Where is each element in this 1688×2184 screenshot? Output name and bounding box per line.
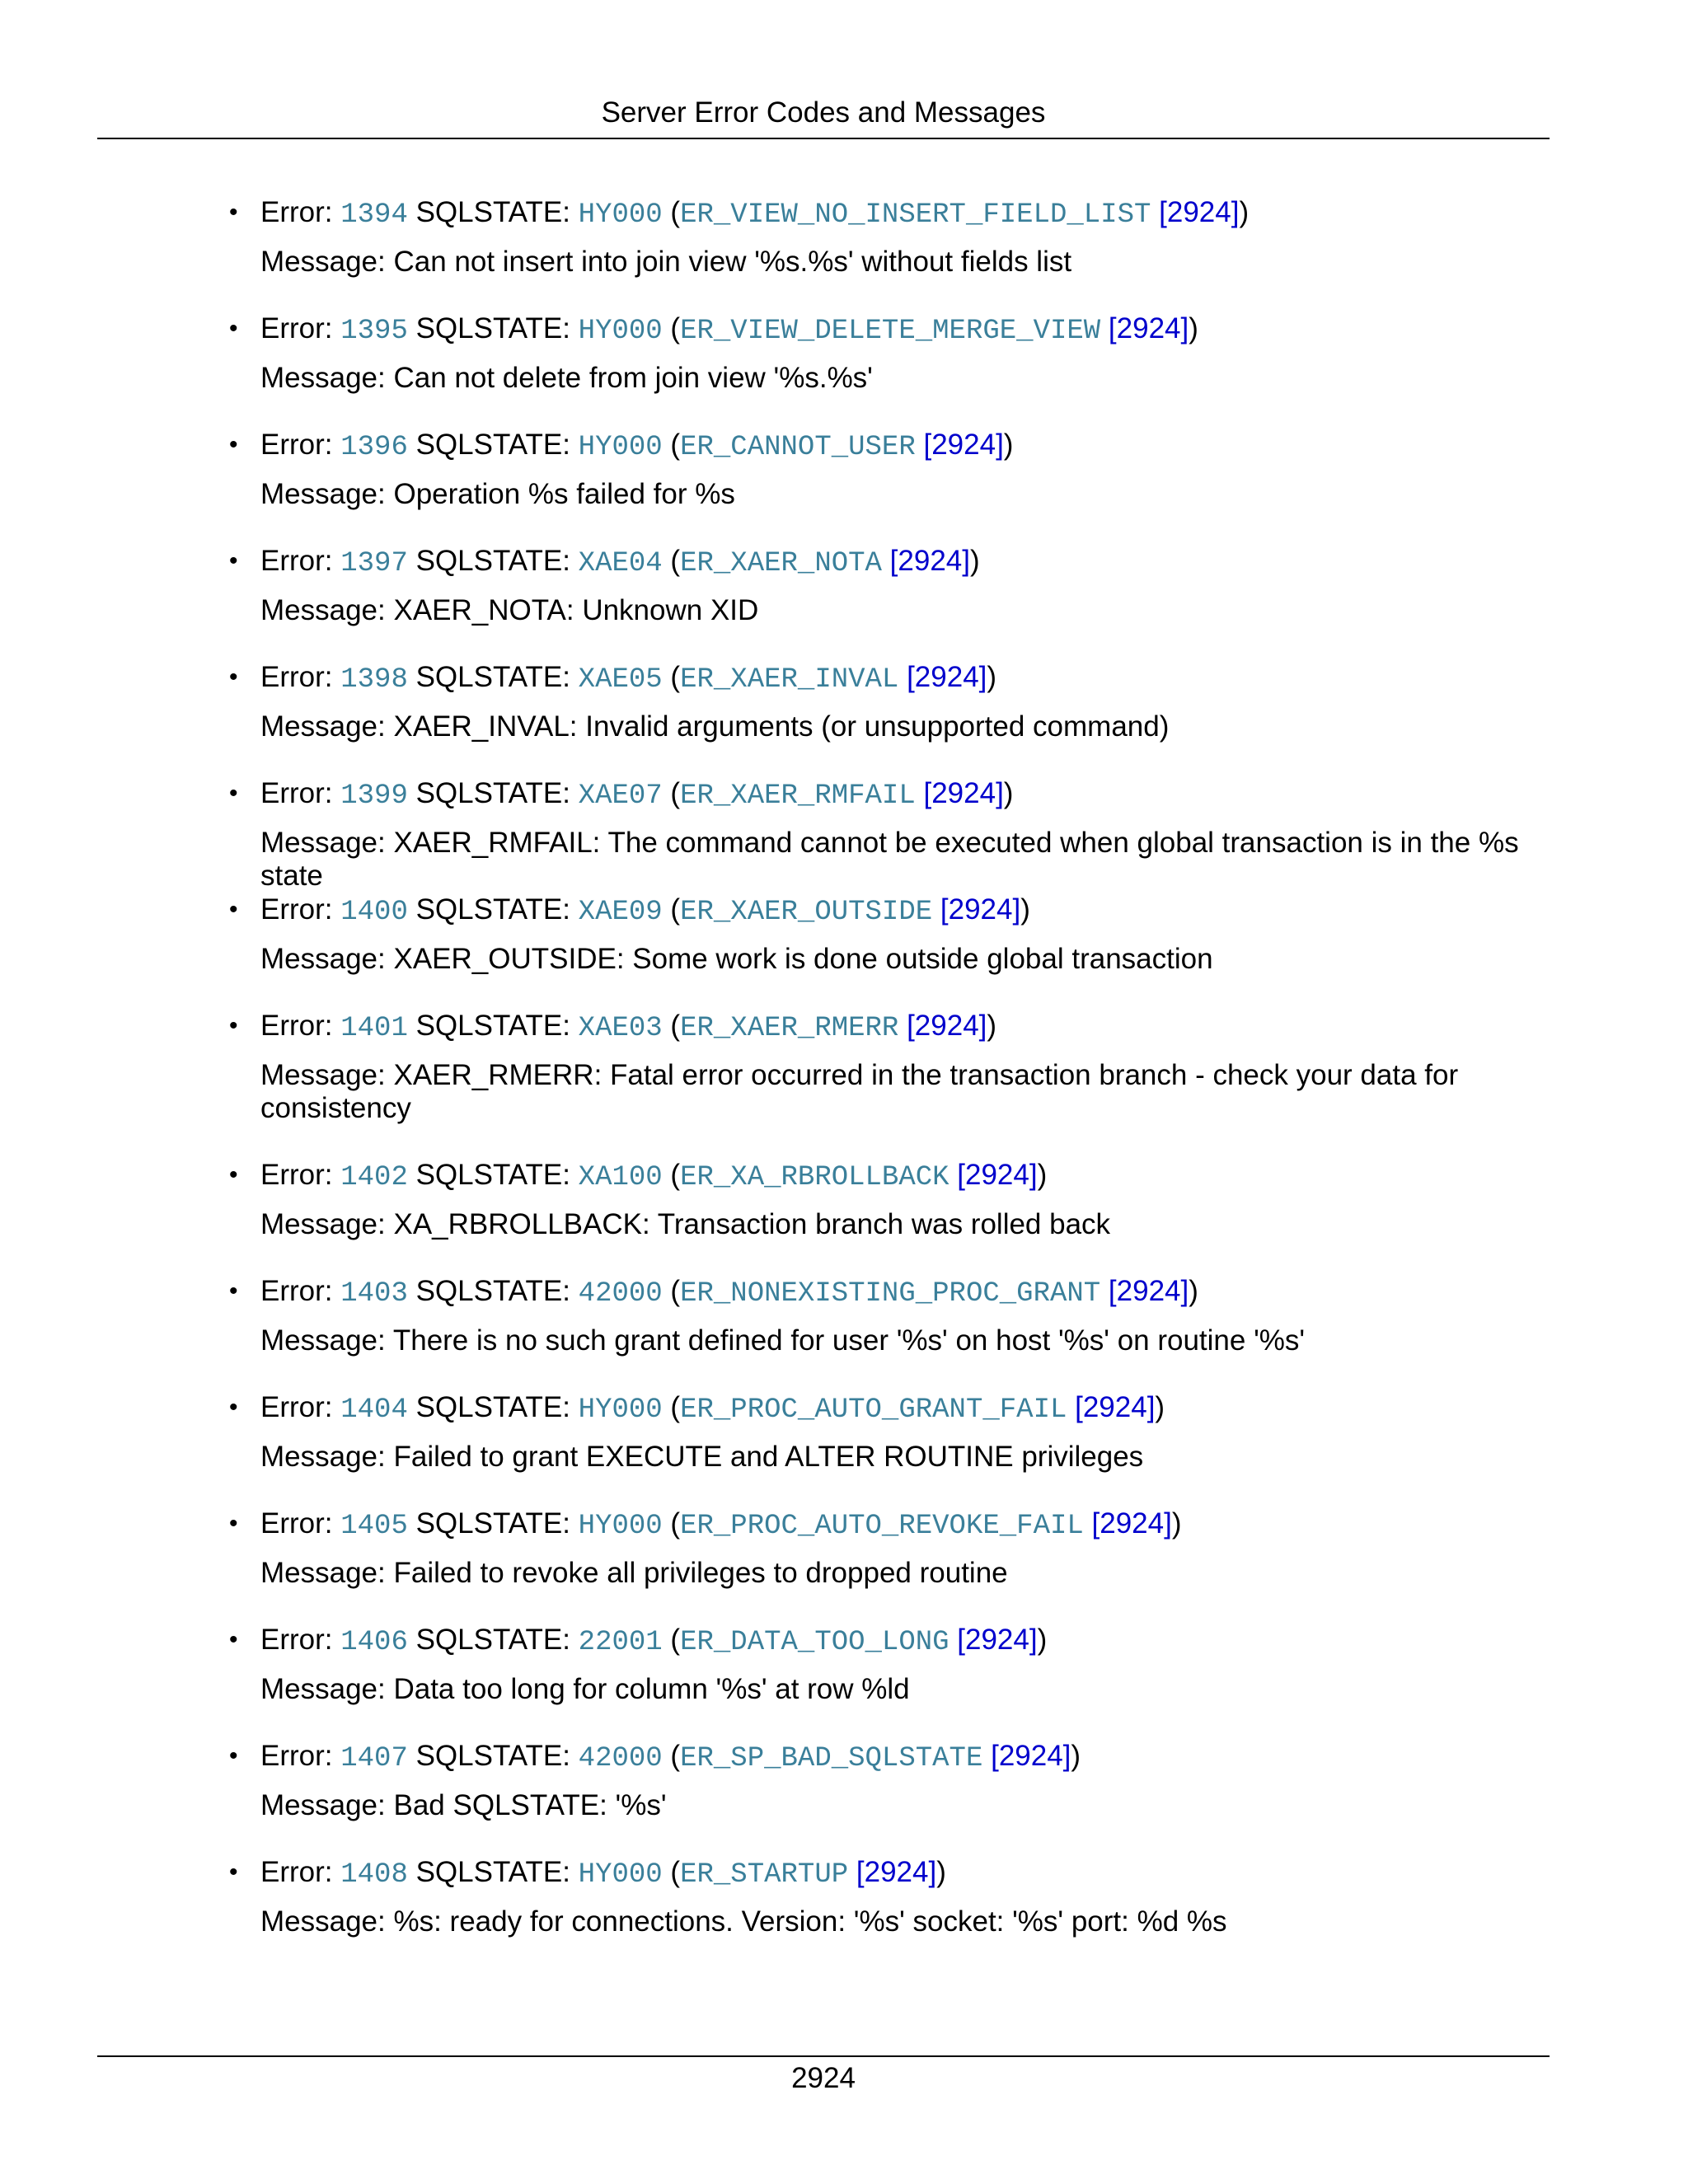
sqlstate-label: SQLSTATE: — [407, 1010, 579, 1042]
close-paren: ) — [936, 1856, 946, 1888]
sqlstate-value: HY000 — [578, 432, 663, 463]
message-text: XAER_OUTSIDE: Some work is done outside global transaction — [393, 943, 1213, 975]
page-reference-link[interactable]: [2924] — [923, 429, 1004, 461]
open-paren: ( — [662, 312, 681, 344]
sqlstate-value: XAE07 — [578, 780, 663, 812]
page-reference-link[interactable]: [2924] — [1108, 1275, 1189, 1307]
error-line — [260, 769, 1013, 821]
message-text: Bad SQLSTATE: '%s' — [393, 1789, 667, 1821]
error-symbol: ER_XAER_RMERR — [680, 1013, 899, 1044]
message-label: Message: — [260, 1208, 394, 1240]
sqlstate-value: XAE09 — [578, 897, 663, 928]
footer-rule — [97, 2055, 1550, 2057]
open-paren: ( — [662, 1159, 681, 1191]
page-reference-link[interactable]: [2924] — [907, 661, 987, 693]
close-paren: ) — [987, 1010, 997, 1042]
message-label: Message: — [260, 1557, 394, 1589]
page-reference-link[interactable]: [2924] — [1091, 1507, 1172, 1540]
page-reference-link[interactable]: [2924] — [957, 1159, 1038, 1191]
message-text: XAER_RMFAIL: The command cannot be executed when global transaction is in the %s state — [260, 827, 1519, 892]
error-line — [260, 653, 996, 705]
bullet: • — [229, 1161, 238, 1188]
open-paren: ( — [662, 1624, 681, 1656]
error-number: 1404 — [340, 1394, 408, 1426]
message-label: Message: — [260, 1324, 393, 1357]
error-number: 1405 — [340, 1511, 408, 1542]
message-line — [260, 943, 1546, 976]
message-label: Message: — [260, 1059, 394, 1091]
error-symbol: ER_SP_BAD_SQLSTATE — [680, 1743, 983, 1774]
bullet: • — [229, 1510, 238, 1537]
error-line — [260, 1499, 1181, 1551]
message-line — [260, 1789, 1546, 1822]
sqlstate-value: HY000 — [578, 1859, 663, 1891]
error-label: Error: — [260, 1391, 341, 1423]
message-text: Can not insert into join view '%s.%s' without fields list — [393, 246, 1072, 278]
error-number: 1396 — [340, 432, 408, 463]
message-line — [260, 1324, 1546, 1357]
error-symbol: ER_XAER_INVAL — [680, 664, 899, 696]
open-paren: ( — [662, 1391, 681, 1423]
message-line — [260, 1557, 1546, 1590]
message-label: Message: — [260, 594, 394, 626]
error-label: Error: — [260, 1159, 341, 1191]
close-paren: ) — [1020, 893, 1030, 926]
message-line — [260, 710, 1546, 743]
message-text: XA_RBROLLBACK: Transaction branch was rolled back — [393, 1208, 1111, 1240]
error-line — [260, 1732, 1081, 1783]
message-label: Message: — [260, 1673, 394, 1705]
error-line — [260, 537, 980, 588]
error-symbol: ER_VIEW_DELETE_MERGE_VIEW — [680, 316, 1101, 347]
error-symbol: ER_VIEW_NO_INSERT_FIELD_LIST — [680, 199, 1151, 231]
sqlstate-label: SQLSTATE: — [407, 1507, 579, 1540]
error-number: 1398 — [340, 664, 408, 696]
sqlstate-label: SQLSTATE: — [407, 1275, 579, 1307]
message-label: Message: — [260, 1905, 394, 1938]
error-line — [260, 1848, 946, 1900]
page-reference-link[interactable]: [2924] — [1075, 1391, 1156, 1423]
close-paren: ) — [1037, 1159, 1048, 1191]
bullet: • — [229, 431, 238, 458]
message-line — [260, 827, 1546, 893]
sqlstate-label: SQLSTATE: — [407, 312, 579, 344]
bullet: • — [229, 780, 238, 807]
sqlstate-label: SQLSTATE: — [407, 661, 579, 693]
close-paren: ) — [987, 661, 997, 693]
message-line — [260, 1673, 1546, 1706]
message-line — [260, 246, 1546, 279]
page-header-title: Server Error Codes and Messages — [601, 96, 1046, 129]
message-line — [260, 478, 1546, 511]
close-paren: ) — [1239, 196, 1250, 228]
error-label: Error: — [260, 312, 341, 344]
error-line — [260, 885, 1030, 937]
error-symbol: ER_DATA_TOO_LONG — [680, 1627, 950, 1658]
error-number: 1397 — [340, 548, 408, 579]
error-label: Error: — [260, 777, 341, 809]
error-number: 1406 — [340, 1627, 408, 1658]
error-label: Error: — [260, 1740, 341, 1772]
error-label: Error: — [260, 1275, 341, 1307]
error-symbol: ER_PROC_AUTO_REVOKE_FAIL — [680, 1511, 1084, 1542]
page-reference-link[interactable]: [2924] — [889, 545, 970, 577]
sqlstate-value: HY000 — [578, 1394, 663, 1426]
open-paren: ( — [662, 1010, 681, 1042]
close-paren: ) — [1003, 429, 1014, 461]
page-reference-link[interactable]: [2924] — [856, 1856, 937, 1888]
message-text: There is no such grant defined for user '%s' on host '%s' on routine '%s' — [392, 1324, 1306, 1357]
error-line — [260, 1151, 1047, 1202]
message-label: Message: — [260, 710, 394, 743]
message-text: XAER_NOTA: Unknown XID — [393, 594, 759, 626]
error-number: 1399 — [340, 780, 408, 812]
error-number: 1401 — [340, 1013, 408, 1044]
sqlstate-label: SQLSTATE: — [407, 196, 579, 228]
close-paren: ) — [1155, 1391, 1165, 1423]
error-symbol: ER_XAER_RMFAIL — [680, 780, 916, 812]
message-line — [260, 362, 1546, 395]
close-paren: ) — [1003, 777, 1014, 809]
error-symbol: ER_CANNOT_USER — [680, 432, 916, 463]
message-line — [260, 1905, 1546, 1938]
sqlstate-value: HY000 — [578, 199, 663, 231]
page-reference-link[interactable]: [2924] — [991, 1740, 1071, 1772]
sqlstate-label: SQLSTATE: — [407, 1391, 579, 1423]
bullet: • — [229, 547, 238, 574]
page-reference-link[interactable]: [2924] — [923, 777, 1004, 809]
sqlstate-label: SQLSTATE: — [407, 1740, 579, 1772]
error-symbol: ER_PROC_AUTO_GRANT_FAIL — [680, 1394, 1067, 1426]
sqlstate-value: 42000 — [578, 1278, 663, 1310]
sqlstate-value: 42000 — [578, 1743, 663, 1774]
error-label: Error: — [260, 661, 341, 693]
message-text: Failed to grant EXECUTE and ALTER ROUTINE privileges — [393, 1441, 1144, 1473]
error-label: Error: — [260, 1624, 341, 1656]
message-label: Message: — [260, 246, 394, 278]
message-label: Message: — [260, 362, 394, 394]
error-line — [260, 1615, 1047, 1667]
message-label: Message: — [260, 1789, 394, 1821]
page-reference-link[interactable]: [2924] — [1108, 312, 1189, 344]
error-line — [260, 1267, 1198, 1319]
open-paren: ( — [662, 1275, 681, 1307]
message-label: Message: — [260, 478, 394, 510]
sqlstate-value: XAE03 — [578, 1013, 663, 1044]
close-paren: ) — [1037, 1624, 1048, 1656]
error-number: 1400 — [340, 897, 408, 928]
open-paren: ( — [662, 545, 681, 577]
sqlstate-label: SQLSTATE: — [407, 545, 579, 577]
bullet: • — [229, 199, 238, 226]
sqlstate-label: SQLSTATE: — [407, 1856, 579, 1888]
message-text: Operation %s failed for %s — [393, 478, 735, 510]
sqlstate-value: HY000 — [578, 1511, 663, 1542]
error-line — [260, 188, 1249, 240]
error-label: Error: — [260, 893, 341, 926]
page-number: 2924 — [791, 2062, 856, 2094]
error-number: 1407 — [340, 1743, 408, 1774]
error-label: Error: — [260, 429, 341, 461]
error-number: 1403 — [340, 1278, 408, 1310]
sqlstate-value: XAE04 — [578, 548, 663, 579]
open-paren: ( — [662, 1740, 681, 1772]
open-paren: ( — [662, 893, 681, 926]
page-reference-link[interactable]: [2924] — [1159, 196, 1240, 228]
page-reference-link[interactable]: [2924] — [940, 893, 1021, 926]
page-reference-link[interactable]: [2924] — [957, 1624, 1038, 1656]
error-symbol: ER_NONEXISTING_PROC_GRANT — [680, 1278, 1101, 1310]
bullet: • — [229, 1277, 238, 1305]
sqlstate-value: HY000 — [578, 316, 663, 347]
bullet: • — [229, 1626, 238, 1653]
message-line — [260, 1441, 1546, 1474]
error-symbol: ER_XAER_NOTA — [680, 548, 882, 579]
error-label: Error: — [260, 1507, 341, 1540]
message-text: XAER_RMERR: Fatal error occurred in the transaction branch - check your data for consistency — [260, 1059, 1459, 1124]
error-number: 1394 — [340, 199, 408, 231]
error-symbol: ER_STARTUP — [680, 1859, 849, 1891]
open-paren: ( — [662, 1507, 681, 1540]
open-paren: ( — [662, 1856, 681, 1888]
error-line — [260, 304, 1198, 356]
error-label: Error: — [260, 196, 341, 228]
error-line — [260, 1383, 1165, 1435]
message-label: Message: — [260, 1441, 394, 1473]
message-line — [260, 1059, 1546, 1125]
error-label: Error: — [260, 1856, 341, 1888]
error-number: 1408 — [340, 1859, 408, 1891]
page-reference-link[interactable]: [2924] — [907, 1010, 987, 1042]
open-paren: ( — [662, 429, 681, 461]
sqlstate-label: SQLSTATE: — [407, 429, 579, 461]
error-number: 1395 — [340, 316, 408, 347]
sqlstate-label: SQLSTATE: — [407, 1624, 579, 1656]
close-paren: ) — [1189, 312, 1198, 344]
bullet: • — [229, 663, 238, 691]
sqlstate-value: XAE05 — [578, 664, 663, 696]
bullet: • — [229, 1742, 238, 1769]
close-paren: ) — [1171, 1507, 1182, 1540]
bullet: • — [229, 315, 238, 342]
message-text: XAER_INVAL: Invalid arguments (or unsupported command) — [393, 710, 1170, 743]
open-paren: ( — [662, 661, 681, 693]
bullet: • — [229, 1012, 238, 1039]
error-label: Error: — [260, 1010, 341, 1042]
sqlstate-value: XA100 — [578, 1162, 663, 1193]
error-symbol: ER_XA_RBROLLBACK — [680, 1162, 950, 1193]
sqlstate-label: SQLSTATE: — [407, 893, 579, 926]
sqlstate-label: SQLSTATE: — [407, 1159, 579, 1191]
open-paren: ( — [662, 777, 681, 809]
message-label: Message: — [260, 827, 394, 859]
message-text: Data too long for column '%s' at row %ld — [393, 1673, 910, 1705]
open-paren: ( — [662, 196, 681, 228]
error-symbol: ER_XAER_OUTSIDE — [680, 897, 933, 928]
bullet: • — [229, 1394, 238, 1421]
error-number: 1402 — [340, 1162, 408, 1193]
error-line — [260, 420, 1013, 472]
close-paren: ) — [1071, 1740, 1081, 1772]
sqlstate-value: 22001 — [578, 1627, 663, 1658]
bullet: • — [229, 896, 238, 923]
message-label: Message: — [260, 943, 394, 975]
sqlstate-label: SQLSTATE: — [407, 777, 579, 809]
message-line — [260, 594, 1546, 627]
close-paren: ) — [1189, 1275, 1198, 1307]
message-text: Failed to revoke all privileges to dropped routine — [393, 1557, 1008, 1589]
message-line — [260, 1208, 1546, 1241]
message-text: %s: ready for connections. Version: '%s' socket: '%s' port: %d %s — [393, 1905, 1227, 1938]
close-paren: ) — [969, 545, 980, 577]
error-label: Error: — [260, 545, 341, 577]
message-text: Can not delete from join view '%s.%s' — [393, 362, 873, 394]
error-line — [260, 1001, 996, 1053]
bullet: • — [229, 1858, 238, 1886]
